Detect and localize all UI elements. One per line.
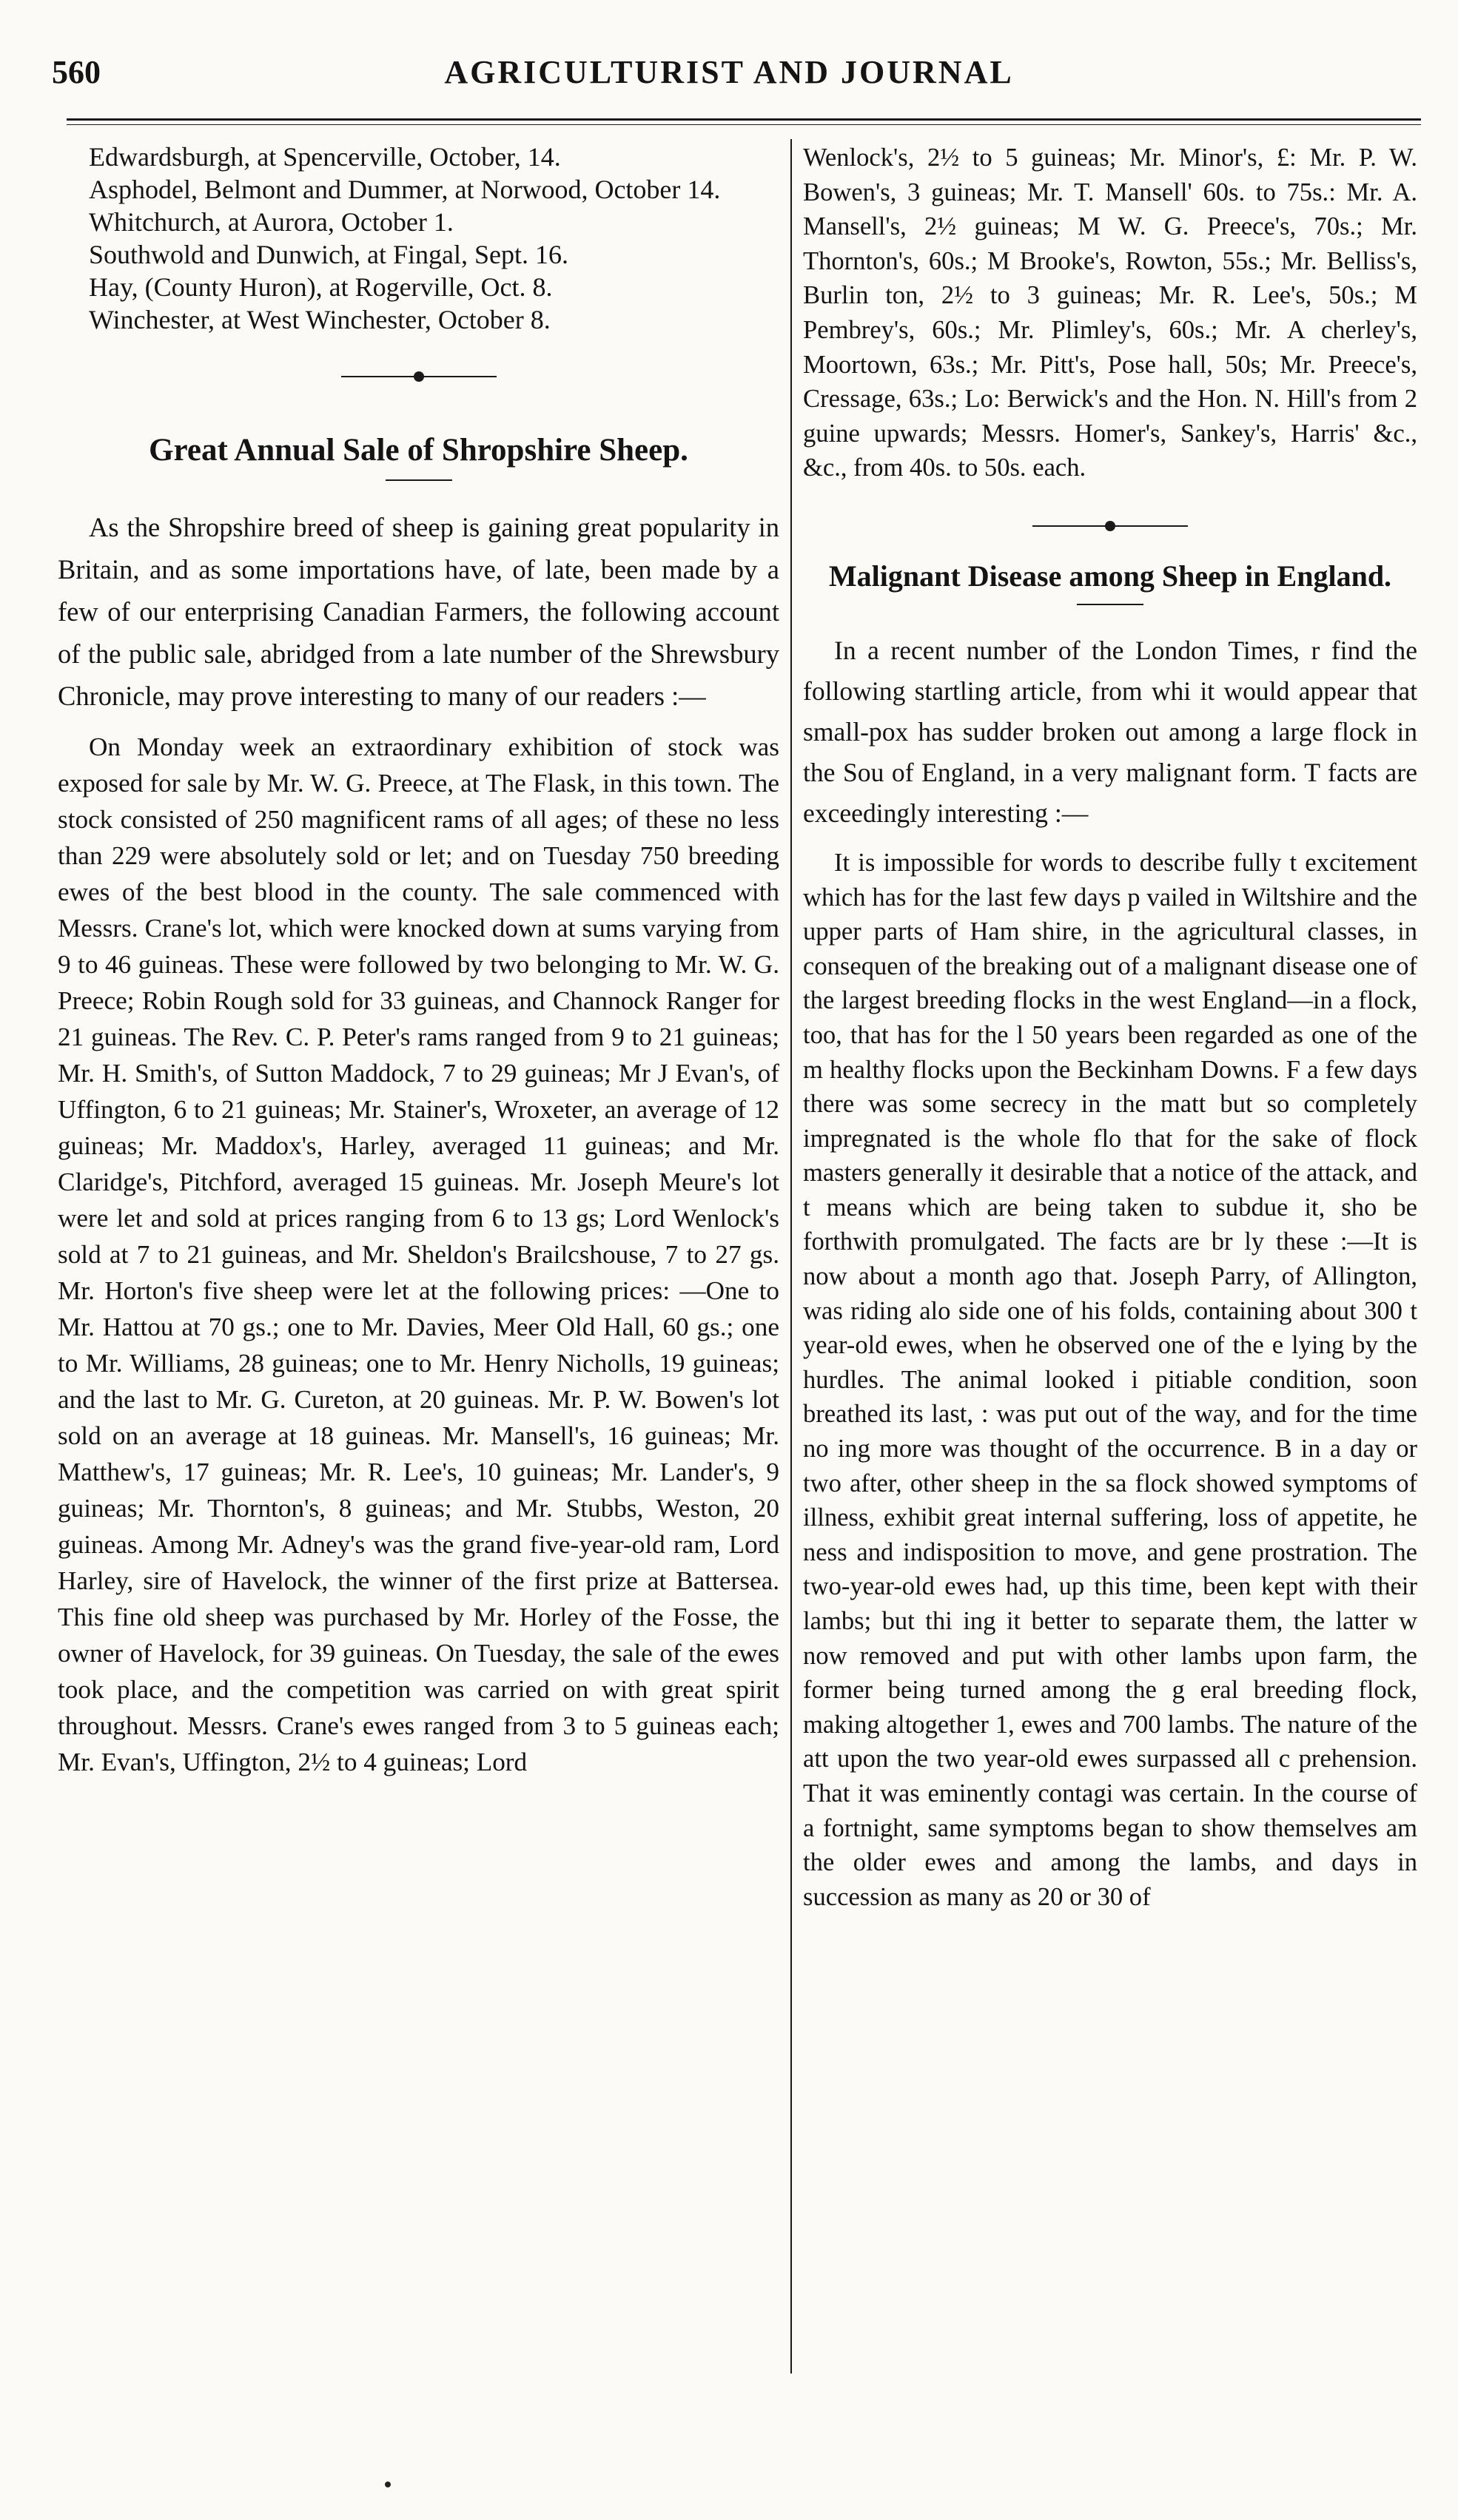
- footer-mark: [385, 2482, 391, 2487]
- list-item: Whitchurch, at Aurora, October 1.: [89, 207, 454, 237]
- journal-title: AGRICULTURIST AND JOURNAL: [444, 54, 1014, 90]
- title-rule: [1077, 604, 1143, 605]
- title-rule: [386, 479, 452, 481]
- article-title: Malignant Disease among Sheep in England.: [828, 559, 1392, 593]
- list-item: Hay, (County Huron), at Rogerville, Oct. 8.: [89, 272, 553, 302]
- article-title: Great Annual Sale of Shropshire Sheep.: [149, 433, 688, 468]
- column-divider: [790, 139, 792, 2374]
- list-item: Asphodel, Belmont and Dummer, at Norwood, October 14.: [89, 175, 721, 204]
- header-rule-thin: [67, 124, 1421, 125]
- section-ornament: [341, 365, 497, 388]
- intro-paragraph: In a recent number of the London Times, r find the following startling article, from whi it would appear that small-pox has sudder broken out among a large flock in the Sou of England, in a very malignant form. T facts are exceedingly interesting :—: [803, 635, 1417, 828]
- section-ornament: [1032, 515, 1188, 537]
- list-item: Winchester, at West Winchester, October 8.: [89, 305, 551, 334]
- continued-paragraph: Wenlock's, 2½ to 5 guineas; Mr. Minor's, £: Mr. P. W. Bowen's, 3 guineas; Mr. T. Mansell' 60s. to 75s.: Mr. A. Mansell's, 2½ guineas; M W. G. Preece's, 70s.; Mr. Thornton's, 60s.; M Brooke's, Rowton, 55s.; Mr. Belliss's, Burlin ton, 2½ to 3 guineas; Mr. R. Lee's, 50s.; M Pembrey's, 60s.; Mr. Plimley's, 60s.; Mr. A cherley's, Moortown, 63s.; Mr. Pitt's, Pose hall, 50s; Mr. Preece's, Cressage, 63s.; Lo: Berwick's and the Hon. N. Hill's from 2 guine upwards; Messrs. Homer's, Sankey's, Harris' &c., &c., from 40s. to 50s. each.: [803, 144, 1417, 482]
- right-column: [803, 141, 1417, 1914]
- show-list: [58, 141, 779, 336]
- header-rule: [67, 118, 1421, 121]
- list-item: Edwardsburgh, at Spencerville, October, 14.: [89, 142, 561, 172]
- body-paragraph: It is impossible for words to describe fully t excitement which has for the last few days p vailed in Wiltshire and the upper parts of Ham shire, in the agricultural classes, in consequen of the breaking out of a malignant disease one of the largest breeding flocks in the west England—in a flock, too, that has for the l 50 years been regarded as one of the m healthy flocks upon the Beckinham Downs. F a few days there was some secrecy in the matt but so completely impregnated is the whole flo that for the sake of flock masters generally it desirable that a notice of the attack, and t means which are being taken to subdue it, sho be forthwith promulgated. The facts are br ly these :—It is now about a month ago that. Joseph Parry, of Allington, was riding alo side one of his folds, containing about 300 t year-old ewes, when he observed one of the e lying by the hurdles. The animal looked i pitiable condition, soon breathed its last, : was put out of the way, and for the time no ing more was thought of the occurrence. B in a day or two after, other sheep in the sa flock showed symptoms of illness, exhibit great internal suffering, loss of appetite, he ness and indisposition to move, and gene prostration. The two-year-old ewes had, up this time, been kept with their lambs; but thi ing it better to separate them, the latter w now removed and put with other lambs upon farm, the former being turned among the g eral breeding flock, making altogether 1, ewes and 700 lambs. The nature of the att upon the two year-old ewes surpassed all c prehension. That it was eminently contagi was certain. In the course of a fortnight, same symptoms began to show themselves am the older ewes and among the lambs, and days in succession as many as 20 or 30 of: [803, 848, 1417, 1911]
- page-number: 560: [52, 54, 101, 90]
- page-header: [52, 53, 1406, 105]
- body-paragraph: On Monday week an extraordinary exhibition of stock was exposed for sale by Mr. W. G. Preece, at The Flask, in this town. The stock consisted of 250 magnificent rams of all ages; of these no less than 229 were absolutely sold or let; and on Tuesday 750 breeding ewes of the best blood in the county. The sale commenced with Messrs. Crane's lot, which were knocked down at sums varying from 9 to 46 guineas. These were followed by two belonging to Mr. W. G. Preece; Robin Rough sold for 33 guineas, and Channock Ranger for 21 guineas. The Rev. C. P. Peter's rams ranged from 9 to 21 guineas; Mr. H. Smith's, of Sutton Maddock, 7 to 29 guineas; Mr J Evan's, of Uffington, 6 to 21 guineas; Mr. Stainer's, Wroxeter, an average of 12 guineas; Mr. Maddox's, Harley, averaged 11 guineas; and Mr. Claridge's, Pitchford, averaged 15 guineas. Mr. Joseph Meure's lot were let and sold at prices ranging from 6 to 13 gs; Lord Wenlock's sold at 7 to 21 guineas, and Mr. Sheldon's Brailcshouse, 7 to 27 gs. Mr. Horton's five sheep were let at the following prices: —One to Mr. Hattou at 70 gs.; one to Mr. Davies, Meer Old Hall, 60 gs.; one to Mr. Williams, 28 guineas; one to Mr. Henry Nicholls, 19 guineas; and the last to Mr. G. Cureton, at 20 guineas. Mr. P. W. Bowen's lot sold on an average at 18 guineas. Mr. Mansell's, 16 guineas; Mr. Matthew's, 17 guineas; Mr. R. Lee's, 10 guineas; Mr. Lander's, 9 guineas; Mr. Thornton's, 8 guineas; and Mr. Stubbs, Weston, 20 guineas. Among Mr. Adney's was the grand five-year-old ram, Lord Harley, sire of Havelock, the winner of the first prize at Battersea. This fine old sheep was purchased by Mr. Horley of the Fosse, the owner of Havelock, for 39 guineas. On Tuesday, the sale of the ewes took place, and the competition was carried on with great spirit throughout. Messrs. Crane's ewes ranged from 3 to 5 guineas each; Mr. Evan's, Uffington, 2½ to 4 guineas; Lord: [58, 732, 779, 1776]
- list-item: Southwold and Dunwich, at Fingal, Sept. 16.: [89, 240, 568, 269]
- left-column: [58, 141, 779, 1780]
- intro-paragraph: As the Shropshire breed of sheep is gaining great popularity in Britain, and as some importations have, of late, been made by a few of our enterprising Canadian Farmers, the following account of the public sale, abridged from a late number of the Shrewsbury Chronicle, may prove interesting to many of our readers :—: [58, 512, 779, 711]
